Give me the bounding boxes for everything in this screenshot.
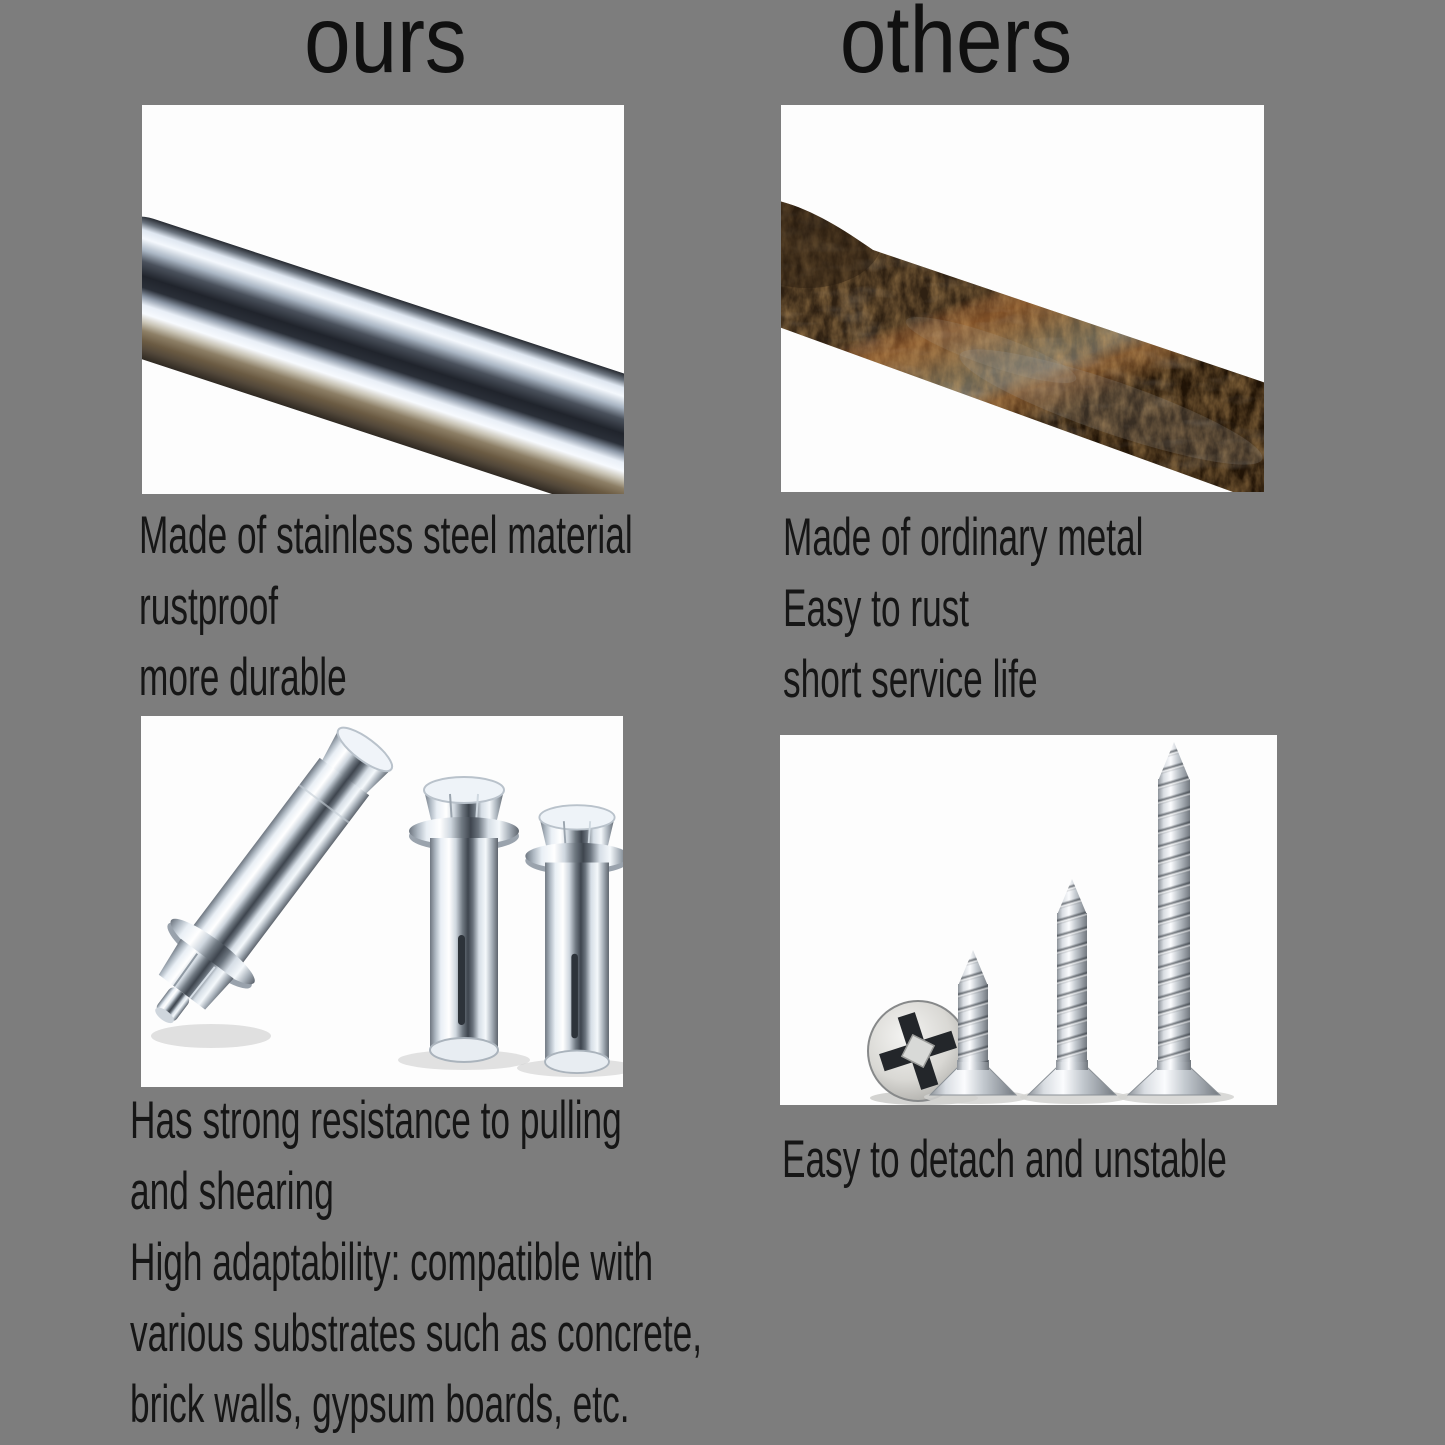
others-strength-text <box>782 1124 1445 1195</box>
text-line <box>139 571 881 642</box>
text-line <box>130 1369 990 1440</box>
text-line <box>139 642 881 713</box>
ours-title: ours <box>303 0 467 93</box>
feature-text: Easy to rust <box>783 579 970 638</box>
feature-text: and shearing <box>130 1162 334 1221</box>
tapping-screws-image <box>780 735 1277 1105</box>
text-line <box>783 573 1325 644</box>
bolt-shadow <box>151 1024 271 1048</box>
text-line <box>139 500 881 571</box>
text-line <box>130 1298 990 1369</box>
feature-text: more durable <box>139 648 347 707</box>
expansion-bolts-illustration <box>141 716 623 1087</box>
feature-text: various substrates such as concrete, <box>130 1304 703 1363</box>
feature-text: brick walls, gypsum boards, etc. <box>130 1375 630 1434</box>
stainless-steel-bar-image <box>142 105 624 494</box>
rusty-metal-bar-image <box>781 105 1264 492</box>
column-header-ours <box>135 0 635 92</box>
text-line <box>783 644 1325 715</box>
others-material-text <box>783 502 1325 715</box>
text-line <box>782 1124 1445 1195</box>
feature-text: rustproof <box>139 577 279 636</box>
screws-illustration <box>780 735 1277 1105</box>
column-header-others <box>706 0 1206 92</box>
feature-text: High adaptability: compatible with <box>130 1233 654 1292</box>
feature-text: Made of ordinary metal <box>783 508 1144 567</box>
others-title: others <box>839 0 1073 93</box>
expansion-bolts-image <box>141 716 623 1087</box>
feature-text: Made of stainless steel material <box>139 506 633 565</box>
text-line <box>130 1227 990 1298</box>
chrome-bar-illustration <box>142 105 624 494</box>
rusty-bar-illustration <box>781 105 1264 492</box>
feature-text: Easy to detach and unstable <box>782 1130 1227 1189</box>
feature-text: Has strong resistance to pulling <box>130 1091 622 1150</box>
ours-material-text <box>139 500 881 713</box>
feature-text: short service life <box>783 650 1038 709</box>
text-line <box>783 502 1325 573</box>
